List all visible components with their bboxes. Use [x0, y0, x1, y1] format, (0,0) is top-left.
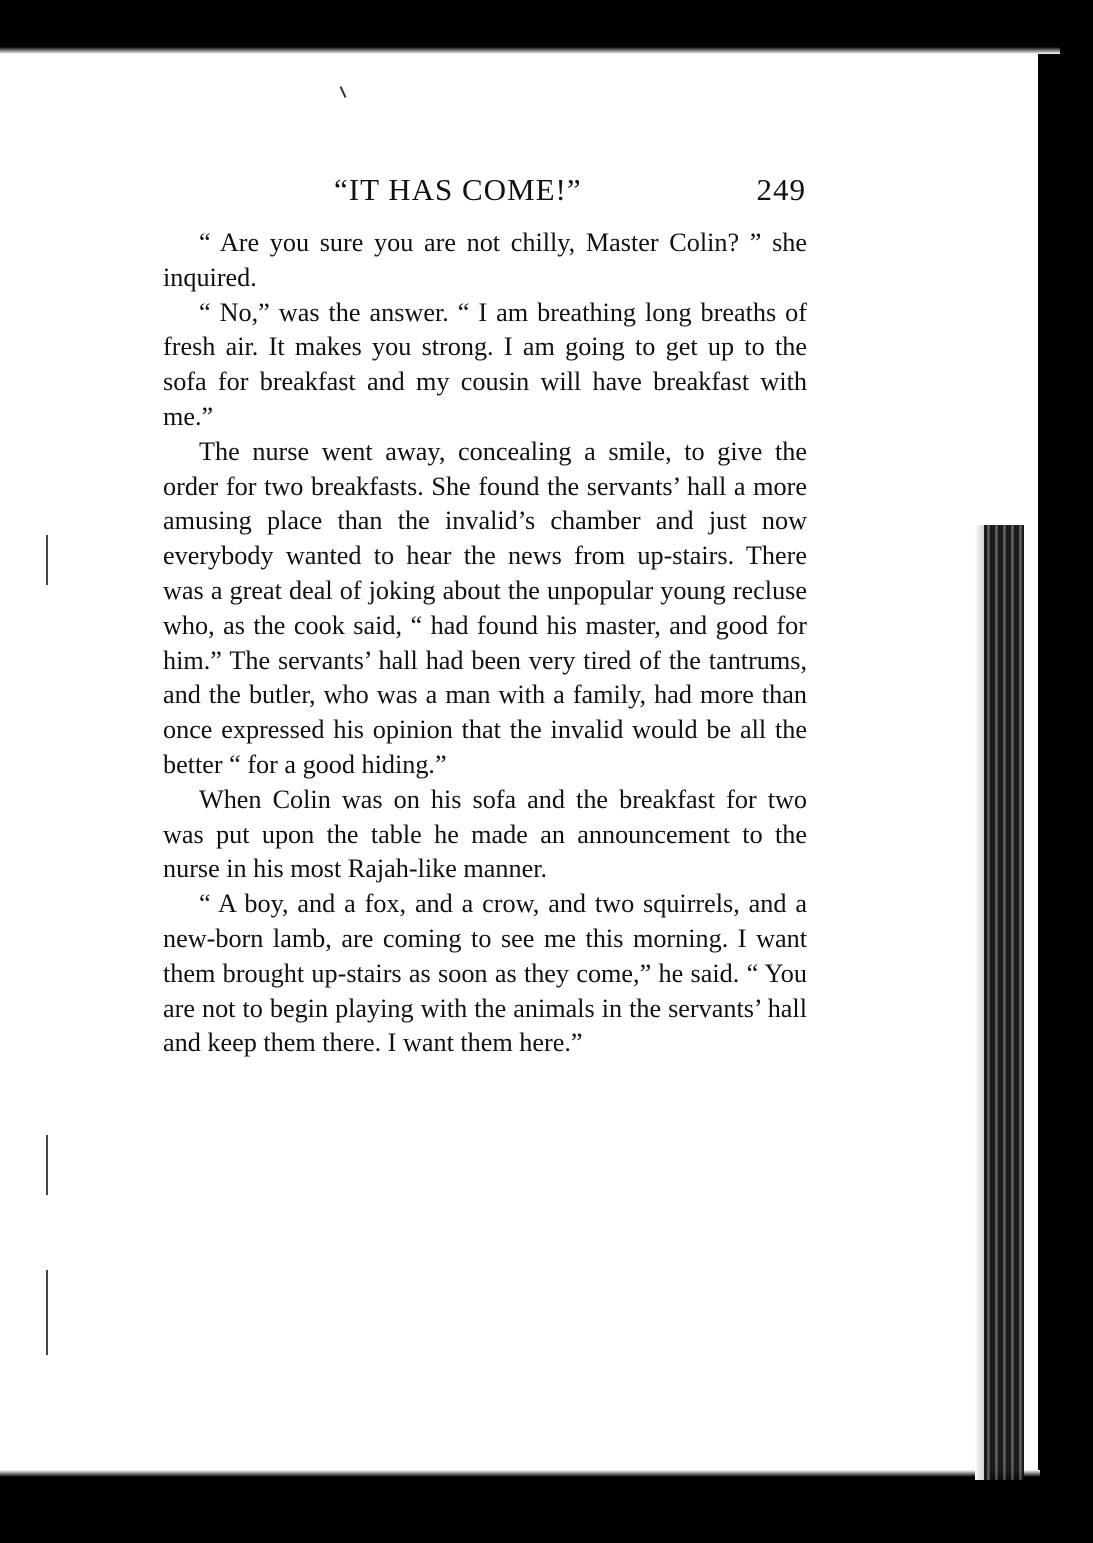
scan-border-right: [1038, 0, 1093, 1543]
binding-shadow: [984, 525, 1024, 1480]
margin-mark: [46, 1270, 48, 1355]
page-number: 249: [756, 172, 806, 207]
page-edge-top: [0, 44, 1060, 54]
paragraph: When Colin was on his sofa and the breakfast for two was put upon the table he made an announcement to the nurse in his most Rajah-like manner.: [163, 784, 807, 884]
margin-mark: [46, 1135, 48, 1195]
scan-border-bottom: [0, 1478, 1093, 1543]
paragraph: The nurse went away, concealing a smile, to give the order for two breakfasts. She found the servants’ hall a more amusing place than the invalid’s chamber and just now everybody wanted to hear the news from up-stairs. There was a great deal of joking about the unpopular young recluse who, as the cook said, “ had found his master, and good for him.” The servants’ hall had been very tired of the tantrums, and the butler, who was a man with a family, had more than once expressed his opinion that the invalid would be all the better “ for a good hiding.”: [163, 436, 807, 779]
paragraph: “ No,” was the answer. “ I am breathing long breaths of fresh air. It makes you strong. I am going to get up to the sofa for breakfast and my cousin will have breakfast with me.”: [163, 297, 807, 431]
paragraph: “ A boy, and a fox, and a crow, and two squirrels, and a new-born lamb, are coming to see me this morning. I want them brought up-stairs as soon as they come,” he said. “ You are not to begin playing with the animals in the servants’ hall and keep them there. I want them here.”: [163, 889, 807, 1058]
margin-mark: [46, 535, 48, 585]
body-text: [163, 226, 807, 1061]
paragraph: “ Are you sure you are not chilly, Master Colin? ” she inquired.: [163, 228, 807, 292]
running-header: [160, 168, 810, 216]
running-title: “IT HAS COME!”: [334, 172, 582, 207]
page-edge-bottom: [0, 1470, 1040, 1480]
